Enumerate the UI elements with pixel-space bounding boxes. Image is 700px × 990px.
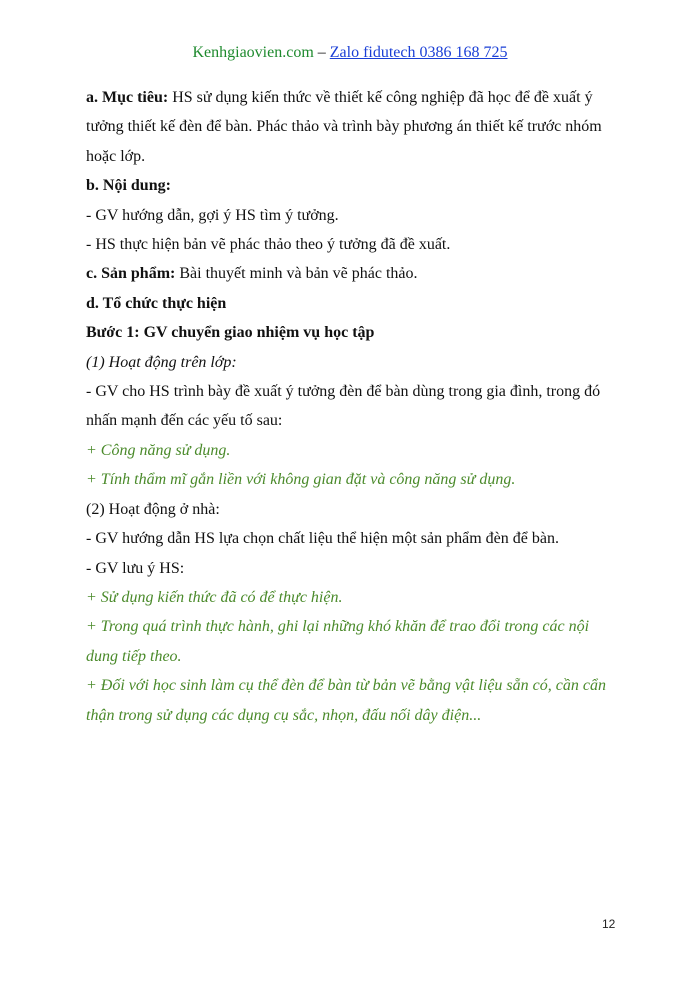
- class-bullet-2: + Tính thẩm mĩ gắn liền với không gian đặt và công năng sử dụng.: [86, 471, 516, 489]
- section-c-product: [86, 259, 616, 288]
- header-separator: –: [313, 44, 330, 61]
- section-b-item-2: - HS thực hiện bản vẽ phác thảo theo ý tưởng đã đề xuất.: [86, 236, 451, 254]
- section-b-label: b. Nội dung:: [86, 177, 171, 195]
- site-name[interactable]: Kenhgiaovien.com: [192, 44, 314, 61]
- home-activity-heading: (2) Hoạt động ở nhà:: [86, 500, 220, 518]
- page-number: 12: [602, 917, 616, 931]
- section-a-text: HS sử dụng kiến thức về thiết kế công nghiệp đã học để đề xuất ý tưởng thiết kế đèn để bàn. Phác thảo và trình bày phương án thiết kế trước nhóm hoặc lớp.: [86, 89, 602, 165]
- class-bullet-1: + Công năng sử dụng.: [86, 441, 231, 459]
- section-a-objective: [86, 83, 616, 171]
- section-d-label: d. Tổ chức thực hiện: [86, 294, 227, 312]
- page-header: [0, 43, 700, 63]
- section-a-label: a. Mục tiêu:: [86, 89, 169, 106]
- document-body: [86, 83, 616, 730]
- note-bullet-3: + Đối với học sinh làm cụ thể đèn để bàn từ bản vẽ bằng vật liệu sẵn có, cần cẩn thận trong sử dụng các dụng cụ sắc, nhọn, đấu nối dây điện...: [86, 677, 606, 724]
- section-c-text: Bài thuyết minh và bản vẽ phác thảo.: [175, 265, 418, 283]
- section-c-label: c. Sản phẩm:: [86, 265, 176, 283]
- class-activity-heading: (1) Hoạt động trên lớp:: [86, 353, 237, 371]
- note-title: - GV lưu ý HS:: [86, 559, 185, 577]
- class-activity-text: - GV cho HS trình bày đề xuất ý tưởng đèn để bàn dùng trong gia đình, trong đó nhấn mạnh đến các yếu tố sau:: [86, 383, 601, 430]
- zalo-contact-link[interactable]: Zalo fidutech 0386 168 725: [329, 44, 508, 61]
- step1-title: Bước 1: GV chuyển giao nhiệm vụ học tập: [86, 324, 375, 342]
- note-bullet-2: + Trong quá trình thực hành, ghi lại những khó khăn để trao đổi trong các nội dung tiếp theo.: [86, 618, 590, 665]
- home-activity-text: - GV hướng dẫn HS lựa chọn chất liệu thể hiện một sản phẩm đèn để bàn.: [86, 530, 559, 548]
- note-bullet-1: + Sử dụng kiến thức đã có để thực hiện.: [86, 588, 343, 606]
- section-b-item-1: - GV hướng dẫn, gợi ý HS tìm ý tưởng.: [86, 206, 339, 224]
